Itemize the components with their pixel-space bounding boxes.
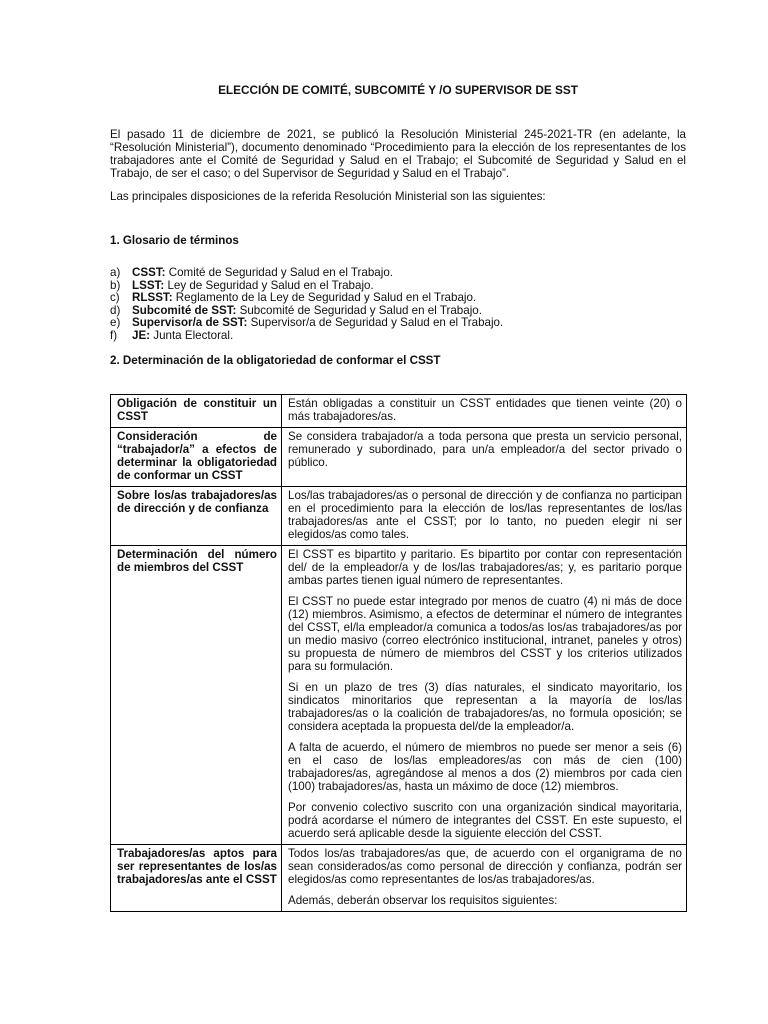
glossary-item-definition: Junta Electoral. (150, 328, 234, 342)
glossary-item-letter: a) (110, 266, 121, 279)
glossary-item-term: Subcomité de SST: (132, 303, 237, 317)
row-paragraph: Están obligadas a constituir un CSST entidades que tienen veinte (20) o más trabajadores/as. (288, 397, 682, 423)
row-paragraph: Se considera trabajador/a a toda persona que presta un servicio personal, remunerado y subordinado, para un/a empleador/a del sector privado o público. (288, 430, 682, 469)
row-paragraph: El CSST es bipartito y paritario. Es bipartito por contar con representación del/ de la empleador/a y de los/las trabajadores/as; y, es paritario porque ambas partes tienen igual número de representantes. (288, 548, 682, 587)
glossary-item-term: LSST: (132, 278, 165, 292)
row-paragraph: Por convenio colectivo suscrito con una organización sindical mayoritaria, podrá acordarse el número de integrantes del CSST. En este supuesto, el acuerdo será aplicable desde la siguiente elección del CSST. (288, 801, 682, 840)
glossary-list (110, 266, 686, 342)
glossary-item (110, 291, 686, 304)
row-label: Sobre los/as trabajadores/as de dirección y de confianza (111, 487, 282, 546)
glossary-item-term: RLSST: (132, 291, 173, 305)
glossary-item-letter: f) (110, 328, 118, 342)
row-paragraph: Si en un plazo de tres (3) días naturales, el sindicato mayoritario, los sindicatos minoritarios que representan a la mayoría de los/las trabajadores/as o la coalición de trabajadores/as, no formula oposición; se considera aceptada la propuesta del/de la empleador/a. (288, 681, 682, 733)
row-paragraph: A falta de acuerdo, el número de miembros no puede ser menor a seis (6) en el caso de los/las empleadores/as con más de cien (100) trabajadores/as, agregándose al menos a dos (2) miembros por cada cien (100) trabajadores/as, hasta un máximo de doce (12) miembros. (288, 741, 682, 793)
glossary-item-letter: b) (110, 278, 121, 292)
requirements-table (110, 394, 687, 912)
table-row (111, 428, 687, 487)
document-title: ELECCIÓN DE COMITÉ, SUBCOMITÉ Y /O SUPERVISOR DE SST (218, 83, 578, 97)
glossary-item (110, 279, 686, 292)
row-paragraph: Los/las trabajadores/as o personal de dirección y de confianza no participan en el procedimiento para la elección de los/las representantes de los/las trabajadores/as ante el CSST; por lo tanto, no pueden elegir ni ser elegidos/as como tales. (288, 489, 682, 541)
row-label: Determinación del número de miembros del CSST (111, 546, 282, 845)
section-2-heading: 2. Determinación de la obligatoriedad de conformar el CSST (110, 354, 441, 367)
glossary-item-letter: d) (110, 303, 121, 317)
glossary-item-letter: c) (110, 291, 120, 305)
glossary-item-definition: Reglamento de la Ley de Seguridad y Salud en el Trabajo. (172, 291, 477, 305)
row-content (282, 487, 687, 546)
intro-paragraph-1: El pasado 11 de diciembre de 2021, se publicó la Resolución Ministerial 245-2021-TR (en adelante, la “Resolución Ministerial”), documento denominado “Procedimiento para la elección de los representantes de los trabajadores ante el Comité de Seguridad y Salud en el Trabajo; el Subcomité de Seguridad y Salud en el Trabajo, de ser el caso; o del Supervisor de Seguridad y Salud en el Trabajo”. (110, 128, 686, 180)
glossary-item (110, 316, 686, 329)
glossary-item-definition: Subcomité de Seguridad y Salud en el Trabajo. (236, 303, 482, 317)
row-content (282, 546, 687, 845)
glossary-item-term: Supervisor/a de SST: (132, 316, 248, 330)
intro-paragraph-2: Las principales disposiciones de la referida Resolución Ministerial son las siguientes: (110, 190, 546, 203)
row-content (282, 845, 687, 912)
row-label: Trabajadores/as aptos para ser representantes de los/as trabajadores/as ante el CSST (111, 845, 282, 912)
table-row (111, 845, 687, 912)
glossary-item (110, 266, 686, 279)
glossary-item (110, 329, 686, 342)
glossary-item-definition: Ley de Seguridad y Salud en el Trabajo. (164, 278, 374, 292)
section-1-heading: 1. Glosario de términos (110, 234, 239, 247)
row-label: Consideración de “trabajador/a” a efectos de determinar la obligatoriedad de conformar un CSST (111, 428, 282, 487)
glossary-item-definition: Supervisor/a de Seguridad y Salud en el Trabajo. (247, 316, 504, 330)
glossary-item (110, 304, 686, 317)
row-content (282, 395, 687, 428)
table-row (111, 487, 687, 546)
row-content (282, 428, 687, 487)
glossary-item-term: CSST: (132, 266, 166, 279)
glossary-item-letter: e) (110, 316, 121, 330)
glossary-item-term: JE: (132, 328, 151, 342)
table-row (111, 546, 687, 845)
row-paragraph: Todos los/as trabajadores/as que, de acuerdo con el organigrama de no sean considerados/as como personal de dirección y confianza, podrán ser elegidos/as como representantes de los/as trabajadores/as. (288, 847, 682, 886)
row-paragraph: El CSST no puede estar integrado por menos de cuatro (4) ni más de doce (12) miembros. Asimismo, a efectos de determinar el número de integrantes del CSST, el/la empleador/a comunica a todos/as los/as trabajadores/as por un medio masivo (correo electrónico institucional, intranet, paneles y otros) su propuesta de número de miembros del CSST y los criterios utilizados para su formulación. (288, 595, 682, 673)
row-paragraph: Además, deberán observar los requisitos siguientes: (288, 894, 558, 907)
glossary-item-definition: Comité de Seguridad y Salud en el Trabajo. (165, 266, 394, 279)
table-row (111, 395, 687, 428)
row-label: Obligación de constituir un CSST (111, 395, 282, 428)
